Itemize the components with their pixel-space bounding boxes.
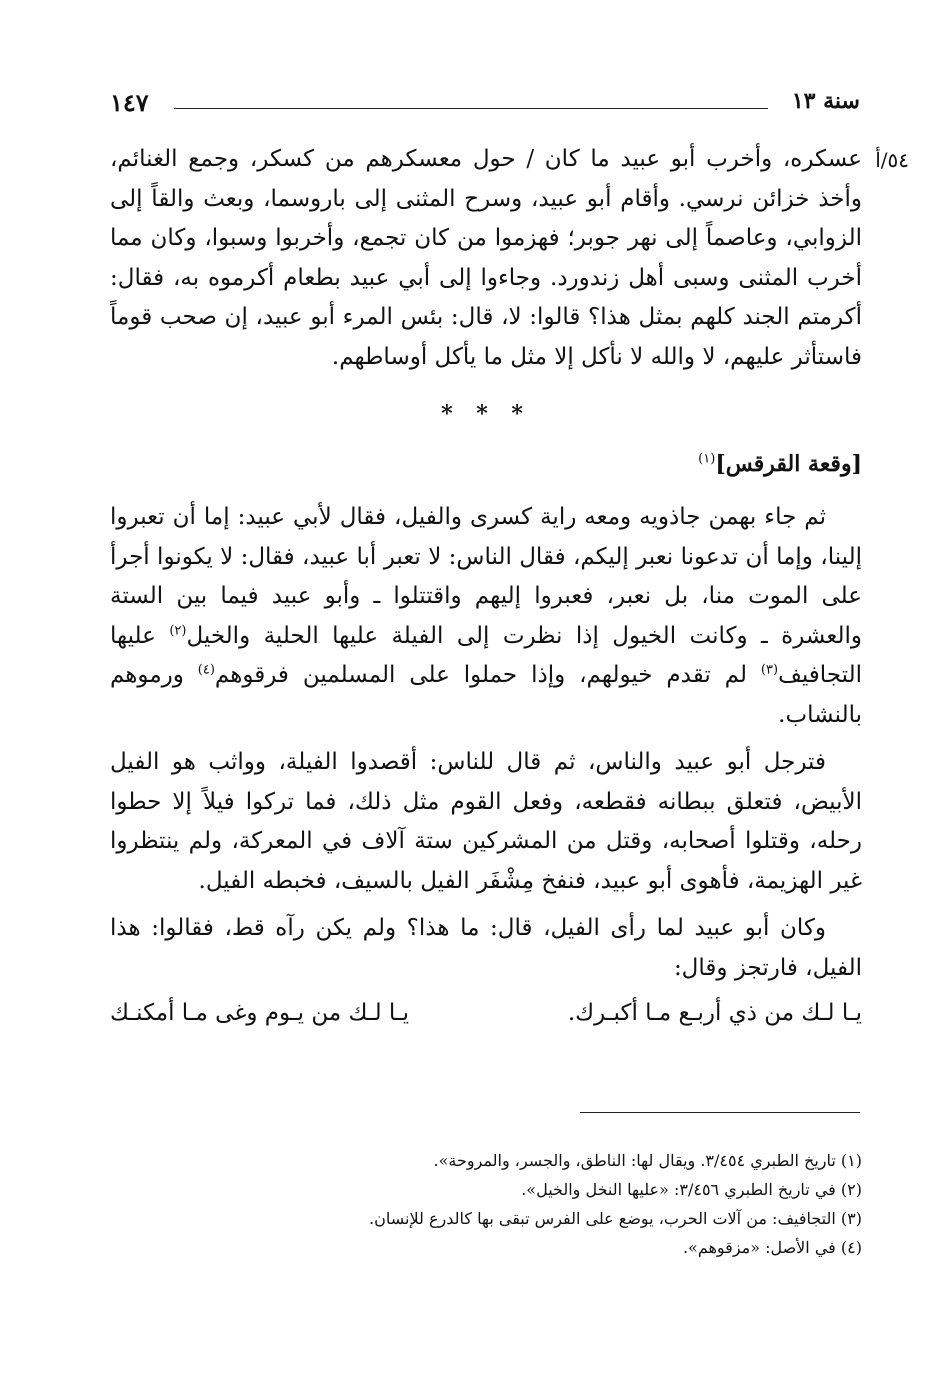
header-rule [174, 108, 768, 109]
footnotes [110, 1146, 862, 1262]
footnote-ref-4: (٤) [197, 662, 215, 678]
footnote-2: (٢) في تاريخ الطبري ٣/٤٥٦: «عليها النخل والخيل». [521, 1180, 862, 1199]
paragraph-battle-part-a: ثم جاء بهمن جاذويه ومعه راية كسرى والفيل، فقال لأبي عبيد: إما أن تعبروا إلينا، وإما أن تدعونا نعبر إليكم، فقال الناس: لا تعبر أبا عبيد، فقال: لا يكونوا أجرأ على الموت منا، بل نعبر، فعبروا إليهم واقتتلوا ـ وأبو عبيد فيما بين الستة والعشرة ـ وكانت الخيول إذا نظرت إلى الفيلة عليها الحلية والخيل [110, 504, 863, 649]
page-header [110, 88, 860, 124]
footnote-rule [580, 1112, 860, 1113]
paragraph-battle-part-c: لم تقدم خيولهم، وإذا حملوا على المسلمين فرقوهم [214, 662, 761, 688]
main-text [110, 140, 862, 1034]
footnote-4: (٤) في الأصل: «مزقوهم». [682, 1238, 862, 1257]
verse-hemistich-left: يـا لـك من يـوم وغى مـا أمكنـك [110, 1000, 410, 1026]
page-number: ١٤٧ [110, 88, 149, 117]
paragraph-battle-part-b: عليها التجافيف [110, 622, 862, 688]
footnote-ref-1: (١) [698, 451, 716, 467]
paragraph-elephants: فترجل أبو عبيد والناس، ثم قال للناس: أقصدوا الفيلة، وواثب هو الفيل الأبيض، فتعلق ببطانه فقطعه، وفعل القوم مثل ذلك، فما تركوا فيلاً إلا حطوا رحله، وقتلوا أصحابه، وقتل من المشركين ستة آلاف في المعركة، ولم ينتظروا غير الهزيمة، فأهوى أبو عبيد، فنفخ مِشْفَر الفيل بالسيف، فخبطه الفيل. [110, 749, 862, 894]
footnote-ref-2: (٢) [169, 622, 187, 638]
verse-line [110, 994, 862, 1034]
footnote-1: (١) تاريخ الطبري ٣/٤٥٤. ويقال لها: الناطق، والجسر، والمروحة». [433, 1151, 862, 1170]
paragraph-opening: عسكره، وأخرب أبو عبيد ما كان / حول معسكرهم من كسكر، وجمع الغنائم، وأخذ خزائن نرسي. وأقام أبو عبيد، وسرح المثنى إلى باروسما، وبعث والقاً إلى الزوابي، وعاصماً إلى نهر جوبر؛ فهزموا من كان تجمع، وأخربوا وسبوا، وكان مما أخرب المثنى وسبى أهل زندورد. وجاءوا إلى أبي عبيد بطعام أكرموه به، فقال: أكرمتم الجند كلهم بمثل هذا؟ قالوا: لا، قال: بئس المرء أبو عبيد، إن صحب قوماً فاستأثر عليهم، لا والله لا نأكل إلا مثل ما يأكل أوساطهم. [110, 146, 862, 370]
paragraph-battle-part-d: ورموهم بالنشاب. [110, 662, 862, 728]
header-year: سنة ١٣ [791, 88, 860, 114]
section-heading [110, 445, 862, 485]
footnote-ref-3: (٣) [760, 662, 779, 678]
paragraph-battle [110, 498, 862, 735]
section-heading-text: [وقعة القرقس] [715, 450, 862, 477]
manuscript-folio-note: ٥٤/أ [875, 148, 909, 172]
section-separator: * * * [441, 401, 531, 427]
footnote-3: (٣) التجافيف: من آلات الحرب، يوضع على الفرس تبقى بها كالدرع للإنسان. [369, 1209, 862, 1228]
verse-hemistich-right: يـا لـك من ذي أربـع مـا أكبـرك. [567, 1000, 862, 1026]
paragraph-abu-ubaid: وكان أبو عبيد لما رأى الفيل، قال: ما هذا؟ ولم يكن رآه قط، فقالوا: هذا الفيل، فارتجز وقال: [110, 915, 862, 981]
